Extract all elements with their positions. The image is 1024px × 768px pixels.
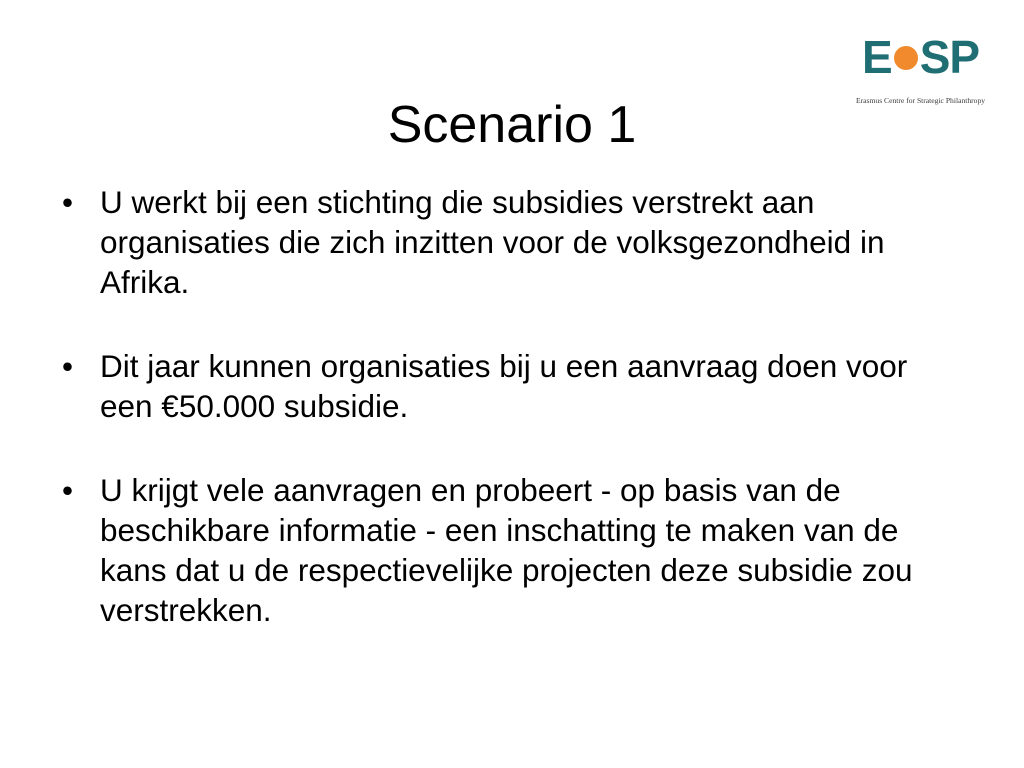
bullet-marker: • — [62, 184, 74, 220]
bullet-text: U krijgt vele aanvragen en probeert - op basis van de beschikbare informatie - een inschatting te maken van de kans dat u de respectievelijke projecten deze subsidie zou verstrekken. — [100, 472, 913, 628]
bullet-marker: • — [62, 348, 74, 384]
logo-letter-e: E — [862, 31, 892, 83]
bullet-item — [62, 182, 962, 302]
bullet-item — [62, 346, 962, 426]
logo-mark — [862, 31, 980, 83]
logo-letter-s: S — [919, 31, 950, 83]
bullet-text: U werkt bij een stichting die subsidies verstrekt aan organisaties die zich inzitten voor de volksgezondheid in Afrika. — [100, 184, 885, 300]
bullet-item — [62, 470, 962, 630]
bullet-list — [62, 182, 962, 674]
ecsp-logo — [852, 31, 992, 108]
bullet-marker: • — [62, 472, 74, 508]
logo-dot-icon — [894, 46, 918, 70]
logo-letter-p: P — [949, 31, 980, 83]
slide-title: Scenario 1 — [387, 95, 637, 154]
logo-tagline: Erasmus Centre for Strategic Philanthropy — [856, 96, 986, 105]
bullet-text: Dit jaar kunnen organisaties bij u een aanvraag doen voor een €50.000 subsidie. — [100, 348, 908, 424]
